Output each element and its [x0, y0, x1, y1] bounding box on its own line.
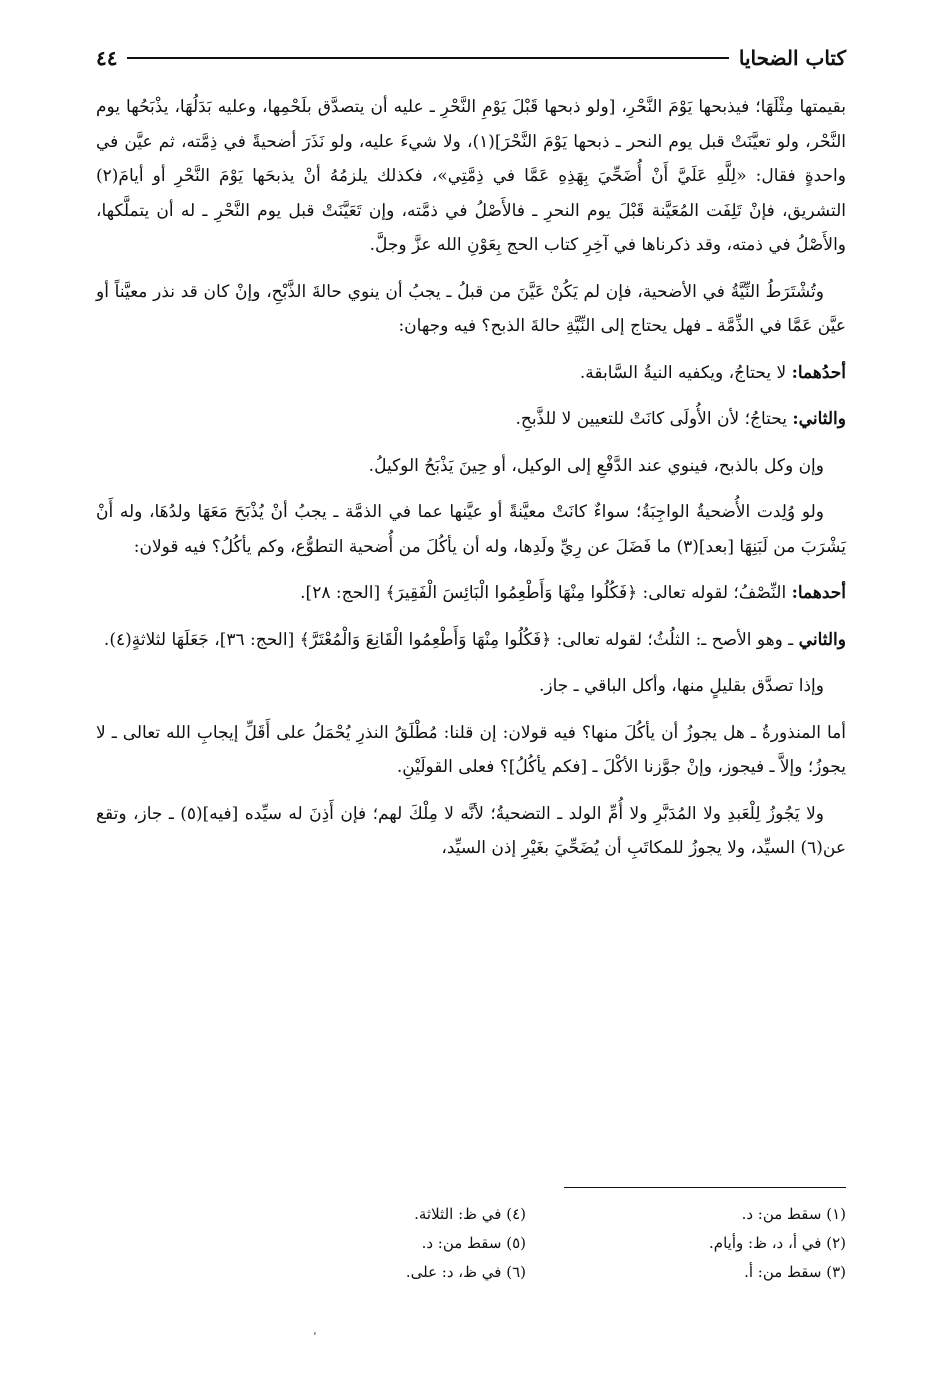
- paragraph: [96, 623, 846, 658]
- paragraph: [96, 402, 846, 437]
- page-header: [96, 40, 846, 76]
- page-number: ٤٤: [96, 46, 118, 70]
- paragraph-text: ولو وُلِدت الأُضحيةُ الواجِبَةُ؛ سواءٌ كانَتْ معيَّنةً أو عيَّنها عما في الذمَّة ـ يجبُ أنْ يُذْبَحَ مَعَهَا ولدُهَا، وله أَنْ يَشْرَبَ من لَبَنِهَا [بعد](٣) ما فَضَلَ عن رِيِّ ولَدِها، وله أن يأكُلَ من أُضحية التطوُّع، وكم يأكُلُ؟ فيه قولان:: [96, 502, 846, 557]
- paragraph-text: أما المنذورةُ ـ هل يجوزُ أن يأكُلَ منها؟ فيه قولان: إن قلنا: مُطْلَقُ النذرِ يُحْمَلُ على أَقَلِّ إيجابِ الله تعالى ـ لا يجوزُ؛ وإلاَّ ـ فيجوز، وإنْ جوَّزنا الأكْلَ ـ [فكم يأكُلُ]؟ فعلى القولَيْنِ.: [96, 722, 846, 777]
- paragraph: [96, 275, 846, 344]
- paragraph-text: النِّصْفُ؛ لقوله تعالى: ﴿فَكُلُوا مِنْهَا وَأَطْعِمُوا الْبَائِسَ الْفَقِيرَ﴾ [الحج: ٢٨].: [300, 583, 792, 603]
- paragraph: [96, 576, 846, 611]
- paragraph-text: ولا يَجُوزُ لِلْعَبدِ ولا المُدَبَّرِ ولا أُمِّ الولد ـ التضحيةُ؛ لأنَّه لا مِلْكَ لهم؛ فإن أَذِنَ له سيِّده [فيه](٥) ـ جاز، وتقع عن(٦) السيِّد، ولا يجوزُ للمكاتَبِ أن يُضَحِّيَ بغَيْرِ إذن السيِّد،: [96, 803, 846, 858]
- paragraph-lead: والثاني:: [792, 409, 846, 429]
- footnote: (٦) في ظ، د: على.: [405, 1263, 526, 1281]
- header-rule: [127, 57, 728, 59]
- paragraph: [96, 90, 846, 263]
- paragraph: [96, 669, 846, 704]
- paragraph-lead: أحدهما:: [791, 583, 846, 603]
- footnotes-left-column: [266, 1200, 526, 1287]
- paragraph-text: يحتاجُ؛ لأن الأُولَى كانَتْ للتعيين لا للذَّبحِ.: [515, 409, 793, 429]
- footnote: (٥) سقط من: د.: [421, 1234, 526, 1252]
- paragraph-text: ـ وهو الأصح ـ: الثلُثُ؛ لقوله تعالى: ﴿فَكُلُوا مِنْهَا وَأَطْعِمُوا الْقَانِعَ وَالْمُعْتَرَّ﴾ [الحج: ٣٦]، جَعَلَهَا لثلاثةٍ(٤).: [103, 629, 799, 650]
- paragraph: [96, 716, 846, 785]
- footnote: (٤) في ظ: الثلاثة.: [414, 1205, 526, 1223]
- paragraph: [96, 495, 846, 564]
- paragraph-text: لا يحتاجُ، ويكفيه النيةُ السَّابقة.: [579, 362, 792, 383]
- paragraph-text: بقيمتها مِثْلَهَا؛ فيذبحها يَوْمَ النَّحْرِ، [ولو ذبحها قَبْلَ يَوْمِ النَّحْرِ ـ عليه أن يتصدَّق بلَحْمِها، وعليه بَدَلُهَا، يذْبَحُها يوم النَّحْر، ولو تعيَّنَتْ قبل يوم النحر ـ ذبحها يَوْمَ النَّحْرَ](١)، ولا شيءَ عليه، ولو نَذَرَ أضحيةً في ذِمَّته، ثم عيَّن في واحدةٍ فقال: «لِلَّهِ عَلَيَّ أَنْ أُضَحِّيَ بِهَذِهِ عَمَّا في ذِمَّتِي»، فكذلك يلزمُهُ أنْ يذبحَها يَوْمَ النَّحْرِ أو أيامَ(٢) التشريق، فإنْ تَلِفَت المُعَيَّنة قَبْلَ يوم النحرِ ـ فالأَصْلُ في ذمَّته، وإن تَعَيَّنَتْ قبل يوم النَّحْرِ ـ له أن يتملَّكها، والأَصْلُ في ذمته، وقد ذكرناها في آخِرِ كتاب الحج بِعَوْنِ الله عزَّ وجلَّ.: [96, 97, 847, 255]
- footnotes: [96, 1200, 846, 1287]
- paragraph-text: وإن وكل بالذبح، فينوي عند الدَّفْعِ إلى الوكيل، أو حِينَ يَذْبَحُ الوكيلُ.: [368, 455, 824, 476]
- footnotes-right-column: [586, 1200, 846, 1287]
- footnote-separator: [564, 1187, 846, 1188]
- paragraph-lead: أحدُهما:: [791, 362, 846, 383]
- paragraph-text: وإذا تصدَّق بقليلٍ منها، وأكل الباقي ـ جاز.: [538, 676, 824, 696]
- book-title: كتاب الضحايا: [738, 46, 846, 70]
- paragraph-lead: والثاني: [798, 629, 846, 650]
- paragraph: [96, 449, 846, 484]
- paragraph-text: وتُشْتَرَطُ النِّيَّةُ في الأضحية، فإن لم يَكُنْ عَيَّنَ من قبلُ ـ يجبُ أن ينوي حالةَ الذَّبْحِ، وإنْ كان قد نذر معيَّناً أو عيَّن عَمَّا في الذِّمَّة ـ فهل يحتاج إلى النِّيَّةِ حالةَ الذبح؟ فيه وجهان:: [96, 281, 846, 336]
- paragraph: [96, 356, 846, 391]
- footnote: (٣) سقط من: أ.: [744, 1263, 846, 1281]
- footnote: (١) سقط من: د.: [741, 1205, 846, 1223]
- main-text: [96, 90, 846, 878]
- footnote: (٢) في أ، د، ظ: وأيام.: [709, 1234, 846, 1252]
- paragraph: [96, 797, 846, 866]
